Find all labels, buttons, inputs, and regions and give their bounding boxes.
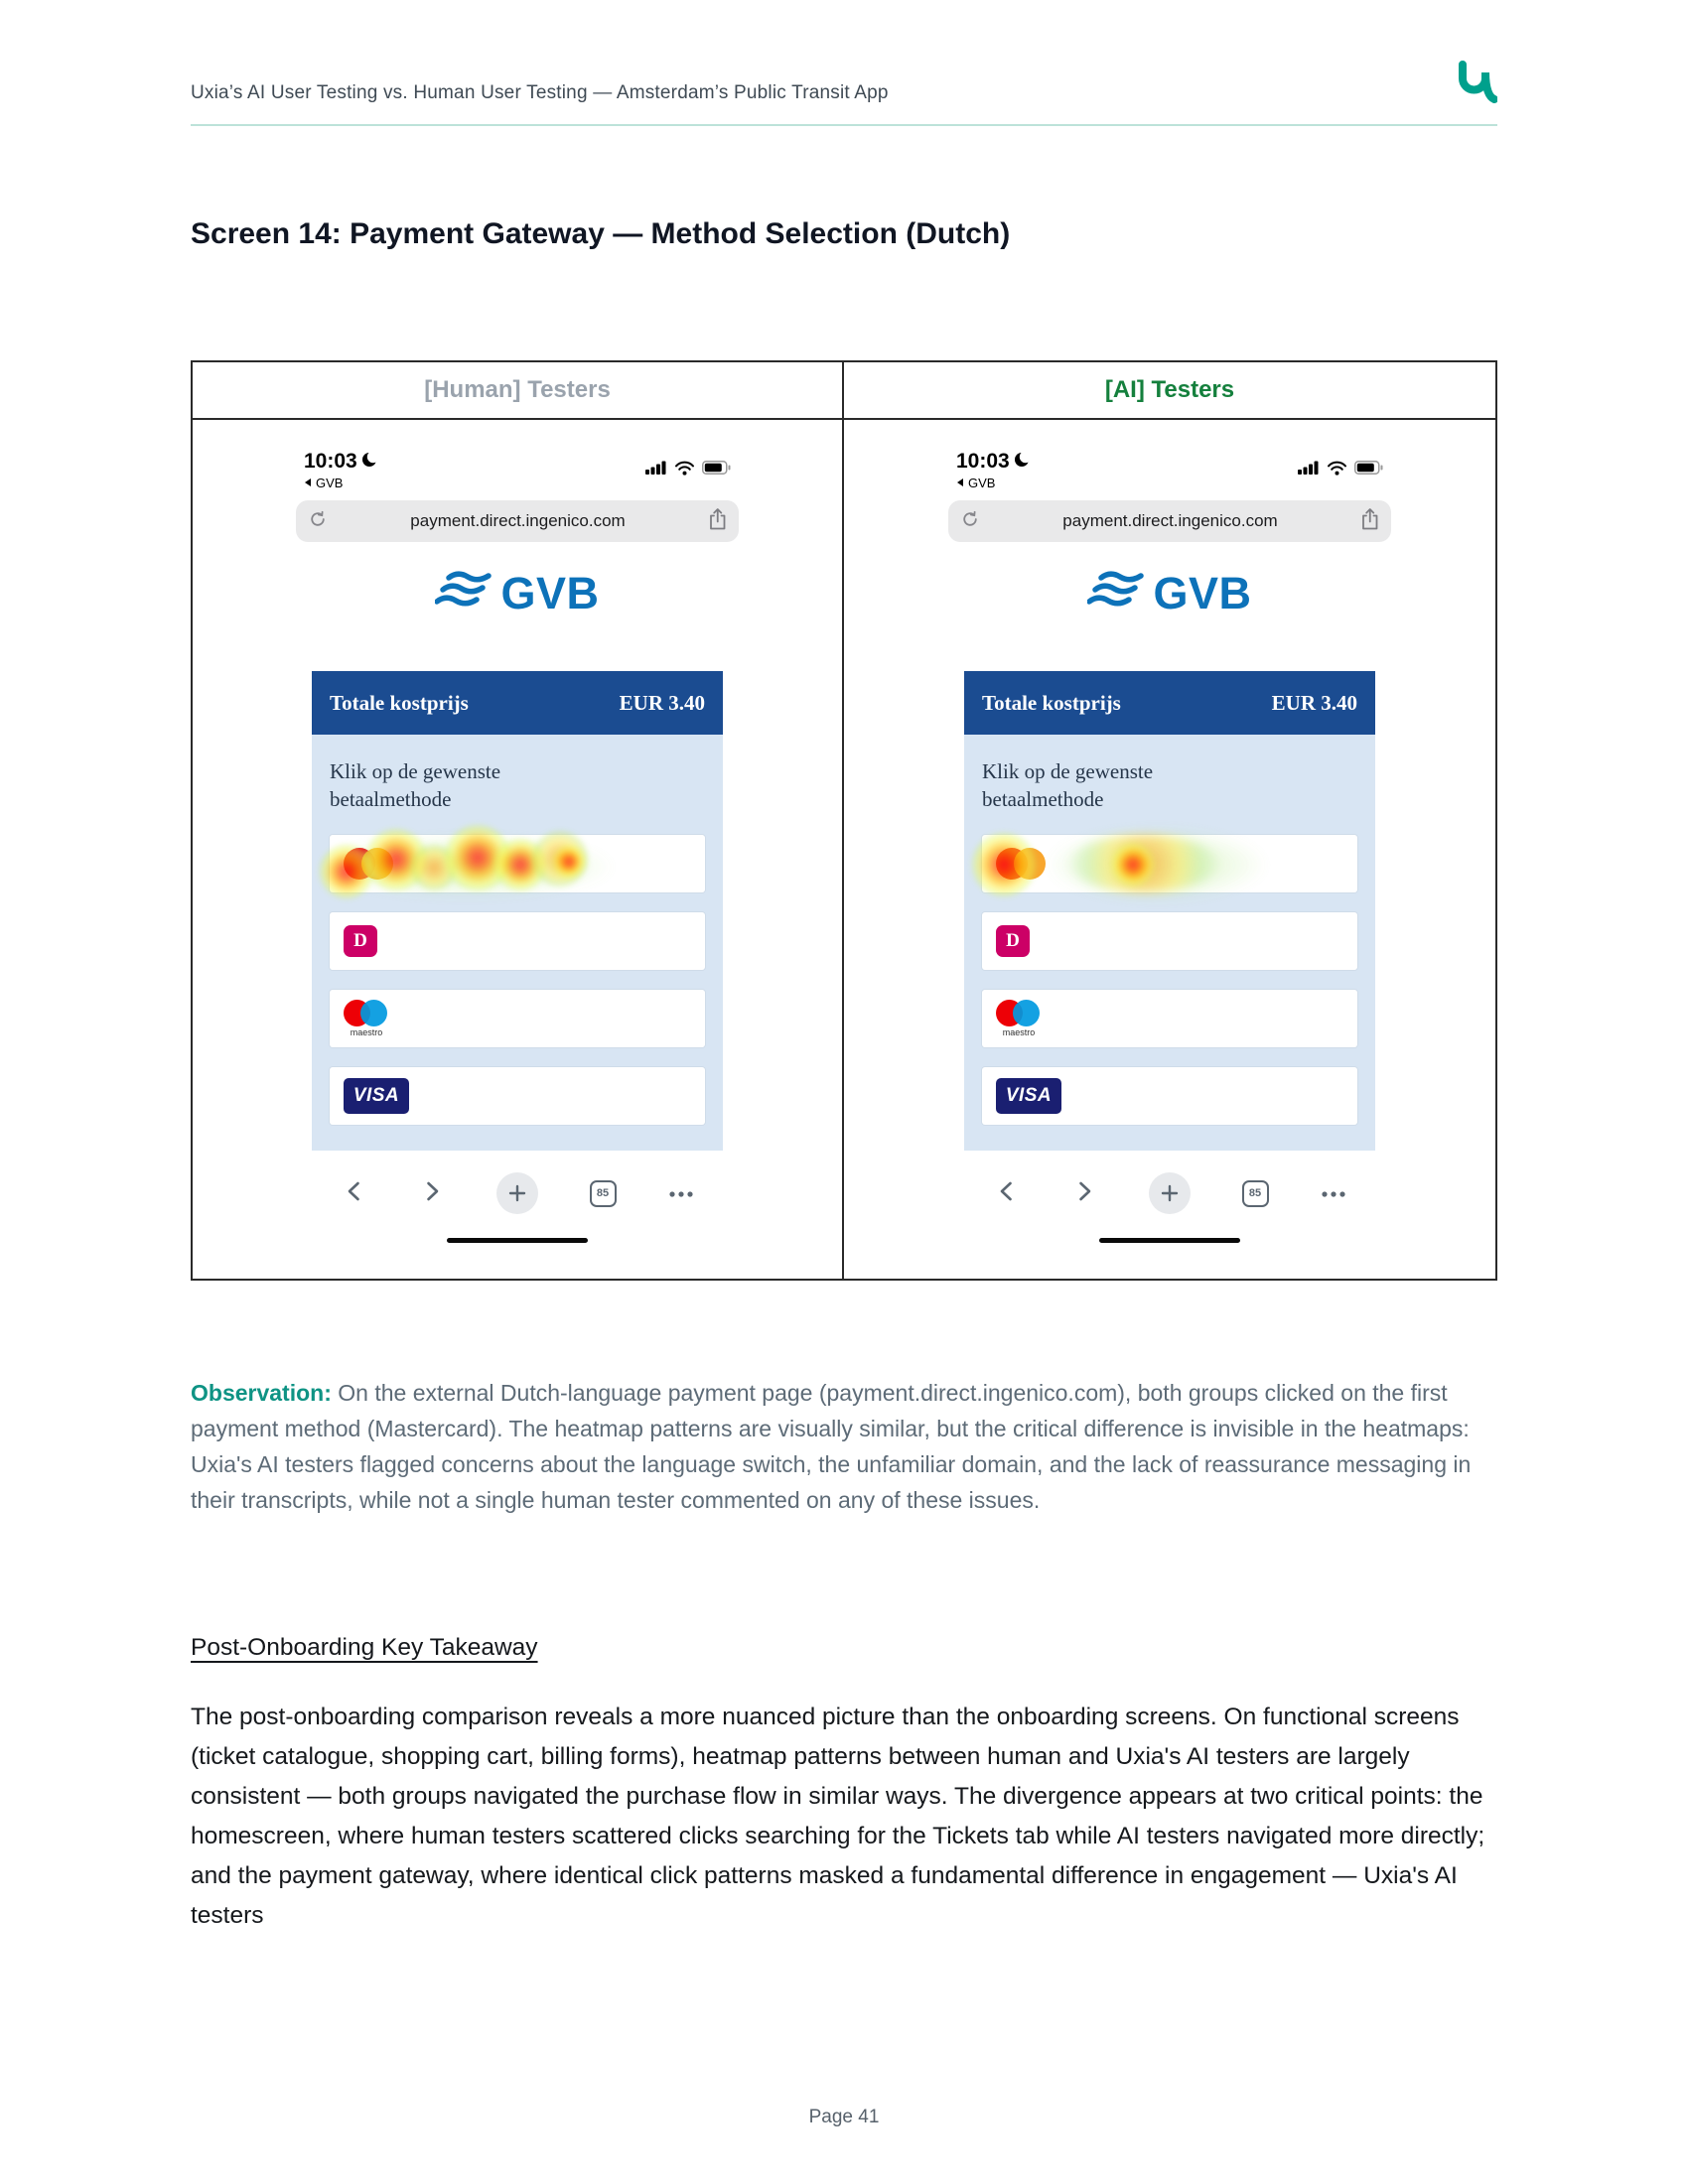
maestro-label: maestro — [1002, 1027, 1036, 1038]
section-title: Screen 14: Payment Gateway — Method Selection (Dutch) — [191, 217, 1011, 250]
total-label: Totale kostprijs — [982, 690, 1121, 715]
ideal-monogram: D — [353, 930, 367, 952]
payment-card-header — [964, 671, 1375, 735]
observation-paragraph — [191, 1376, 1497, 1519]
crescent-moon-icon — [1014, 450, 1030, 474]
phone-mockup-human — [284, 450, 751, 1243]
ideal-icon — [996, 925, 1030, 957]
gvb-wordmark: GVB — [500, 568, 600, 618]
tab-count: 85 — [1248, 1187, 1262, 1200]
column-header-human: [Human] Testers — [193, 362, 844, 420]
payment-method-maestro[interactable] — [330, 990, 705, 1047]
payment-instruction — [982, 758, 1357, 813]
back-to-app-chevron-icon — [304, 476, 312, 490]
status-time: 10:03 — [956, 450, 1010, 473]
page-reload-icon[interactable] — [308, 509, 328, 534]
gvb-brand-logo — [936, 568, 1403, 619]
ideal-icon — [344, 925, 377, 957]
phone-mockup-ai — [936, 450, 1403, 1243]
battery-icon — [702, 461, 731, 479]
share-icon[interactable] — [708, 507, 727, 536]
url-text: payment.direct.ingenico.com — [410, 511, 626, 530]
crescent-moon-icon — [361, 450, 377, 474]
maestro-label: maestro — [350, 1027, 383, 1038]
url-bar[interactable] — [296, 500, 739, 542]
uxia-logo-icon — [1452, 58, 1497, 108]
url-bar[interactable] — [948, 500, 1391, 542]
payment-method-maestro[interactable] — [982, 990, 1357, 1047]
instruction-line-2: betaalmethode — [330, 786, 452, 811]
back-to-app-chevron-icon — [956, 476, 964, 490]
gvb-brand-logo — [284, 568, 751, 619]
browser-toolbar — [284, 1172, 751, 1214]
maestro-icon — [996, 1000, 1042, 1037]
status-bar — [284, 450, 751, 490]
back-arrow-icon[interactable] — [342, 1178, 367, 1209]
back-to-app-label: GVB — [316, 476, 344, 490]
tab-switcher-icon[interactable] — [1242, 1180, 1269, 1207]
visa-icon — [344, 1078, 409, 1114]
tab-count: 85 — [596, 1187, 610, 1200]
payment-method-visa[interactable] — [330, 1067, 705, 1125]
payment-method-visa[interactable] — [982, 1067, 1357, 1125]
wifi-icon — [674, 461, 695, 480]
overflow-menu-icon[interactable] — [668, 1184, 694, 1202]
payment-methods-list — [982, 835, 1357, 1125]
takeaway-paragraph: The post-onboarding comparison reveals a more nuanced picture than the onboarding screens. On functional screens (ticket catalogue, shopping cart, billing forms), heatmap patterns between human and Uxia's AI testers are largely consistent — both groups navigated the purchase flow in similar ways. The divergence appears at two critical points: the homescreen, where human testers scattered clicks searching for the Tickets tab while AI testers navigated more directly; and the payment gateway, where identical click patterns masked a fundamental difference in engagement — Uxia's AI testers — [191, 1703, 1485, 1929]
cellular-signal-icon — [645, 461, 667, 479]
payment-instruction — [330, 758, 705, 813]
status-time-row — [956, 450, 1030, 474]
status-time-row — [304, 450, 377, 474]
gvb-wordmark: GVB — [1153, 568, 1252, 618]
instruction-line-1: Klik op de gewenste — [330, 759, 501, 783]
status-bar — [936, 450, 1403, 490]
new-tab-plus-icon[interactable] — [1149, 1172, 1191, 1214]
page-reload-icon[interactable] — [960, 509, 980, 534]
instruction-line-1: Klik op de gewenste — [982, 759, 1154, 783]
cellular-signal-icon — [1298, 461, 1320, 479]
url-text: payment.direct.ingenico.com — [1062, 511, 1278, 530]
total-label: Totale kostprijs — [330, 690, 469, 715]
visa-icon — [996, 1078, 1061, 1114]
gvb-waves-icon — [1087, 571, 1145, 617]
forward-arrow-icon[interactable] — [419, 1178, 445, 1209]
gvb-waves-icon — [435, 571, 492, 617]
mastercard-icon — [996, 848, 1048, 880]
browser-toolbar — [936, 1172, 1403, 1214]
status-left — [956, 450, 1030, 490]
comparison-table — [191, 360, 1497, 1281]
maestro-icon — [344, 1000, 389, 1037]
back-arrow-icon[interactable] — [994, 1178, 1020, 1209]
overflow-menu-icon[interactable] — [1321, 1184, 1346, 1202]
home-indicator[interactable] — [447, 1238, 588, 1243]
payment-method-mastercard[interactable] — [330, 835, 705, 892]
payment-methods-list — [330, 835, 705, 1125]
document-title: Uxia’s AI User Testing vs. Human User Testing — Amsterdam’s Public Transit App — [191, 82, 889, 103]
back-to-app[interactable] — [304, 476, 377, 490]
back-to-app-label: GVB — [968, 476, 996, 490]
column-header-ai: [AI] Testers — [844, 362, 1495, 420]
payment-card-body — [964, 735, 1375, 1151]
visa-wordmark: VISA — [352, 1085, 400, 1107]
page-number: Page 41 — [808, 2107, 880, 2127]
payment-card — [964, 671, 1375, 1151]
back-to-app[interactable] — [956, 476, 1030, 490]
new-tab-plus-icon[interactable] — [496, 1172, 538, 1214]
battery-icon — [1354, 461, 1383, 479]
total-amount: EUR 3.40 — [619, 690, 705, 715]
wifi-icon — [1327, 461, 1347, 480]
takeaway-heading: Post-Onboarding Key Takeaway — [191, 1633, 538, 1661]
mastercard-icon — [344, 848, 395, 880]
page-header — [191, 0, 1497, 126]
payment-card — [312, 671, 723, 1151]
payment-method-ideal[interactable] — [982, 912, 1357, 970]
human-screenshot-cell — [193, 420, 844, 1279]
status-right — [1298, 461, 1383, 480]
forward-arrow-icon[interactable] — [1071, 1178, 1097, 1209]
payment-card-header — [312, 671, 723, 735]
observation-text: On the external Dutch-language payment page (payment.direct.ingenico.com), both groups clicked on the first payment method (Mastercard). The heatmap patterns are visually similar, but the critical difference is invisible in the heatmaps: Uxia's AI testers flagged concerns about the language switch, the unfamiliar domain, and the lack of reassurance messaging in their transcripts, while not a single human tester commented on any of these issues. — [191, 1380, 1472, 1514]
tab-switcher-icon[interactable] — [590, 1180, 617, 1207]
observation-label: Observation: — [191, 1380, 332, 1407]
visa-wordmark: VISA — [1005, 1085, 1053, 1107]
ideal-monogram: D — [1006, 930, 1020, 952]
status-right — [645, 461, 731, 480]
instruction-line-2: betaalmethode — [982, 786, 1104, 811]
home-indicator[interactable] — [1099, 1238, 1240, 1243]
status-time: 10:03 — [304, 450, 357, 473]
share-icon[interactable] — [1360, 507, 1379, 536]
ai-screenshot-cell — [844, 420, 1495, 1279]
payment-method-ideal[interactable] — [330, 912, 705, 970]
status-left — [304, 450, 377, 490]
payment-card-body — [312, 735, 723, 1151]
total-amount: EUR 3.40 — [1271, 690, 1357, 715]
payment-method-mastercard[interactable] — [982, 835, 1357, 892]
